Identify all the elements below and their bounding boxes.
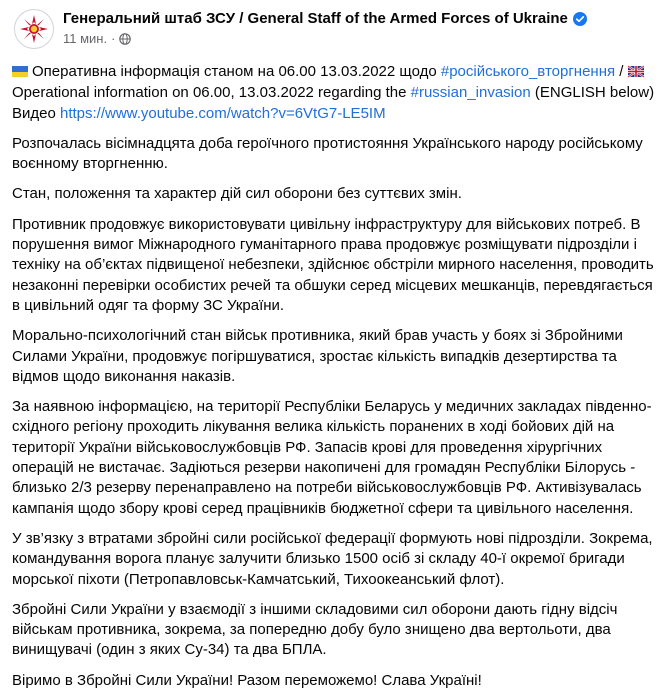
post-paragraph: Віримо в Збройні Сили України! Разом переможемо! Слава Україні! bbox=[12, 671, 482, 689]
hashtag-russian-invasion-en[interactable]: #russian_invasion bbox=[410, 84, 531, 102]
page-name-link[interactable]: Генеральний штаб ЗСУ / General Staff of the Armed Forces of Ukraine bbox=[63, 10, 568, 27]
post-header bbox=[12, 0, 658, 62]
post-paragraph: У зв’язку з втратами збройні сили російської федерації формують нові підрозділи. Зокрема, командування ворога планує залучити близько 1500 осіб зі складу 40-ї окремої бригади морської піхоти (Петропавловськ-Камчатський, Тихоокеанський флот). bbox=[12, 529, 653, 588]
post-paragraph: За наявною інформацією, на території Республіки Беларусь у медичних закладах південно-східного регіону проходить лікування велика кількість поранених в ході бойових дій на території України військовослужбовців РФ. Запасів крові для проведення хірургічних операцій не вистачає. Задіються резерви накопичені для громадян Республіки Білорусь - близько 2/3 резерву перенаправлено на потреби військовослужбовців РФ. Активізувалась кампанія щодо збору крові серед працівників бюджетної сфери та цивільного населення. bbox=[12, 398, 652, 517]
post-body bbox=[12, 62, 658, 691]
page-avatar[interactable] bbox=[14, 9, 54, 49]
intro-text-3: (ENGLISH below) bbox=[530, 84, 655, 102]
flag-uk-icon bbox=[628, 63, 644, 83]
verified-badge-icon bbox=[573, 12, 587, 26]
globe-icon[interactable] bbox=[119, 33, 131, 45]
post-paragraph: Морально-психологічний стан військ противника, який брав участь у боях зі Збройними Силами України, продовжує погіршуватися, зростає кількість випадків дезертирства та відмов щодо виконання наказів. bbox=[12, 327, 623, 385]
post-timestamp[interactable]: 11 мин. bbox=[63, 31, 108, 46]
meta-separator: · bbox=[111, 31, 116, 46]
post-paragraph: Стан, положення та характер дій сил оборони без суттєвих змін. bbox=[12, 185, 462, 203]
intro-text-1: Оперативна інформація станом на 06.00 13.03.2022 щодо bbox=[32, 63, 441, 80]
post-paragraph: Збройні Сили України у взаємодії з іншими складовими сил оборони дають гідну відсіч військам противника, зокрема, за попередню добу було знищено два вертольоти, два винищувачі (один з яких Су-34) та два БПЛА. bbox=[12, 600, 618, 659]
youtube-link[interactable]: https://www.youtube.com/watch?v=6VtG7-LE5IM bbox=[60, 104, 386, 122]
general-staff-emblem-icon bbox=[17, 12, 51, 46]
flag-ukraine-icon bbox=[12, 66, 28, 77]
intro-separator: / bbox=[615, 63, 628, 80]
post-paragraph: Противник продовжує використовувати цивільну інфраструктуру для військових потреб. В порушення вимог Міжнародного гуманітарного права продовжує розміщувати підрозділи і техніку на об’єктах підвищеної небезпеки, здійснює обстріли мирного населення, проводить незаконні перевірки особистих речей та обшуки серед місцевих мешканців, перевдягається в цивільний одяг та форму ЗС України. bbox=[12, 215, 654, 314]
post-paragraph: Розпочалась вісімнадцята доба героїчного протистояння Українського народу російському воєнному вторгненню. bbox=[12, 134, 643, 173]
video-label: Видео bbox=[12, 104, 60, 122]
intro-text-2: Operational information on 06.00, 13.03.2022 regarding the bbox=[12, 84, 411, 102]
hashtag-russian-invasion-ua[interactable]: #російського_вторгнення bbox=[440, 63, 616, 80]
post-intro bbox=[12, 62, 658, 124]
